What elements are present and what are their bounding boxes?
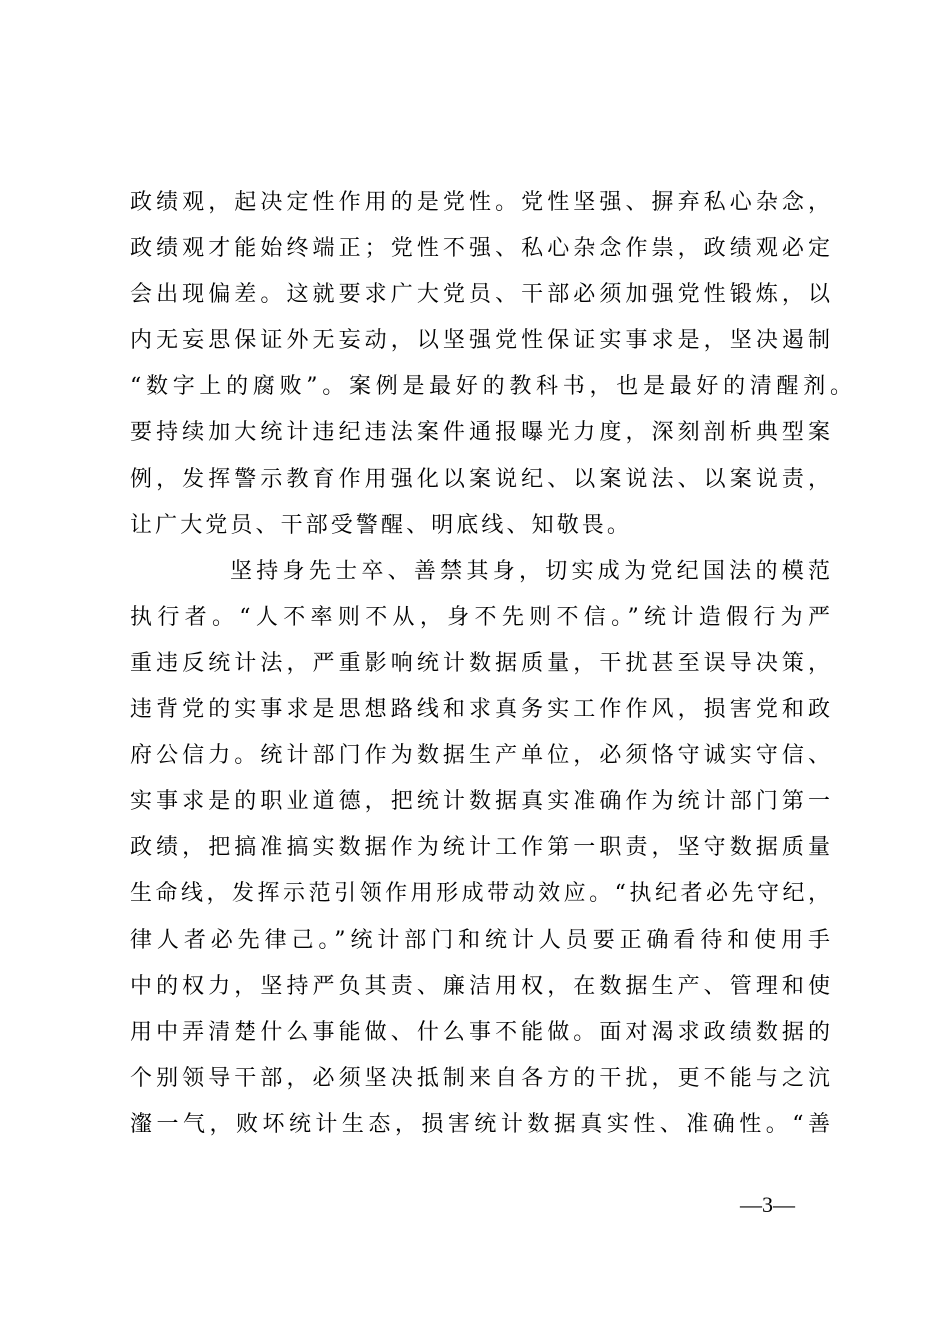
text-line: 重违反统计法，严重影响统计数据质量，干扰甚至误导决策， [130,650,830,676]
text-line: 生命线，发挥示范引领作用形成带动效应。“执纪者必先守纪， [130,881,830,907]
text-line: 内无妄思保证外无妄动，以坚强党性保证实事求是，坚决遏制 [130,328,830,354]
text-line: 政绩，把搞准搞实数据作为统计工作第一职责，坚守数据质量 [130,835,830,861]
text-line: 要持续加大统计违纪违法案件通报曝光力度，深刻剖析典型案 [130,420,830,446]
text-line: 用中弄清楚什么事能做、什么事不能做。面对渴求政绩数据的 [130,1019,830,1045]
paragraph-start-line: 坚持身先士卒、善禁其身，切实成为党纪国法的模范 [230,558,830,584]
text-line: 例，发挥警示教育作用强化以案说纪、以案说法、以案说责， [130,466,830,492]
text-line: 中的权力，坚持严负其责、廉洁用权，在数据生产、管理和使 [130,973,830,999]
text-line: “数字上的腐败”。案例是最好的教科书，也是最好的清醒剂。 [130,374,852,400]
text-line: 会出现偏差。这就要求广大党员、干部必须加强党性锻炼，以 [130,282,830,308]
text-line: 个别领导干部，必须坚决抵制来自各方的干扰，更不能与之沆 [130,1065,830,1091]
text-line: 政绩观，起决定性作用的是党性。党性坚强、摒弃私心杂念， [130,190,830,215]
text-line: 府公信力。统计部门作为数据生产单位，必须恪守诚实守信、 [130,743,830,769]
text-line: 政绩观才能始终端正；党性不强、私心杂念作祟，政绩观必定 [130,236,830,262]
text-line: 瀣一气，败坏统计生态，损害统计数据真实性、准确性。“善 [130,1111,830,1137]
text-line: 律人者必先律己。”统计部门和统计人员要正确看待和使用手 [130,927,830,953]
document-body [130,180,852,1148]
text-line: 让广大党员、干部受警醒、明底线、知敬畏。 [130,512,633,538]
page-number: —3— [740,1192,795,1217]
text-line: 违背党的实事求是思想路线和求真务实工作作风，损害党和政 [130,697,830,723]
text-line: 执行者。“人不率则不从，身不先则不信。”统计造假行为严 [130,604,830,630]
text-line: 实事求是的职业道德，把统计数据真实准确作为统计部门第一 [130,789,830,815]
